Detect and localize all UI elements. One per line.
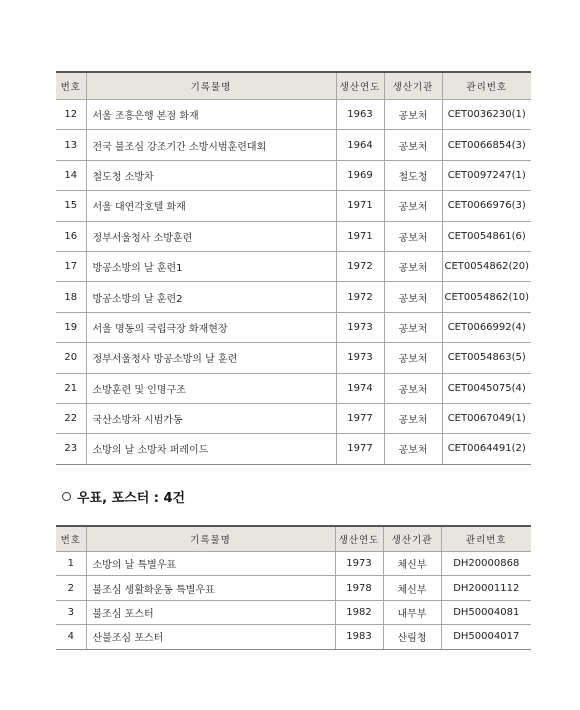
table-row: [56, 600, 531, 624]
cell-record-title: 전국 불조심 강조기간 소방시범훈련대회: [86, 130, 336, 160]
cell-agency: 체신부: [383, 552, 441, 576]
cell-record-title: 소방훈련 및 인명구조: [86, 373, 336, 403]
cell-number: 4: [56, 625, 86, 649]
header-production-year: 생산연도: [335, 526, 383, 552]
cell-number: 1: [56, 552, 86, 576]
cell-year: 1963: [336, 100, 384, 130]
header-number: 번호: [56, 526, 86, 552]
cell-management-number: CET0066854(3): [442, 130, 531, 160]
cell-number: 16: [56, 221, 86, 251]
table-row: [56, 343, 531, 373]
cell-management-number: CET0066992(4): [442, 312, 531, 342]
cell-record-title: 불조심 포스터: [86, 600, 335, 624]
cell-number: 21: [56, 373, 86, 403]
cell-number: 22: [56, 403, 86, 433]
cell-year: 1974: [336, 373, 384, 403]
table-row: [56, 251, 531, 281]
cell-management-number: CET0097247(1): [442, 160, 531, 190]
table-row: [56, 312, 531, 342]
cell-management-number: CET0066976(3): [442, 191, 531, 221]
cell-agency: 철도청: [384, 160, 442, 190]
cell-year: 1972: [336, 282, 384, 312]
cell-management-number: CET0054861(6): [442, 221, 531, 251]
cell-management-number: DH20000868: [441, 552, 531, 576]
cell-management-number: CET0064491(2): [442, 434, 531, 464]
cell-management-number: CET0054862(10): [442, 282, 531, 312]
cell-agency: 공보처: [384, 343, 442, 373]
cell-agency: 공보처: [384, 403, 442, 433]
cell-management-number: CET0054862(20): [442, 251, 531, 281]
cell-agency: 공보처: [384, 373, 442, 403]
cell-year: 1973: [336, 343, 384, 373]
table-header-row: [56, 526, 531, 552]
cell-year: 1964: [336, 130, 384, 160]
cell-record-title: 철도청 소방차: [86, 160, 336, 190]
header-record-title: 기록물명: [86, 72, 336, 100]
cell-year: 1977: [336, 403, 384, 433]
cell-year: 1983: [335, 625, 383, 649]
cell-number: 3: [56, 600, 86, 624]
circle-icon: [62, 492, 71, 501]
table-row: [56, 221, 531, 251]
header-producing-agency: 생산기관: [384, 72, 442, 100]
cell-agency: 공보처: [384, 312, 442, 342]
cell-number: 17: [56, 251, 86, 281]
cell-agency: 공보처: [384, 221, 442, 251]
cell-record-title: 소방의 날 특별우표: [86, 552, 335, 576]
cell-number: 2: [56, 576, 86, 600]
cell-year: 1971: [336, 191, 384, 221]
cell-number: 20: [56, 343, 86, 373]
cell-year: 1973: [335, 552, 383, 576]
cell-agency: 공보처: [384, 191, 442, 221]
cell-record-title: 국산소방차 시범가동: [86, 403, 336, 433]
cell-agency: 내무부: [383, 600, 441, 624]
cell-record-title: 산불조심 포스터: [86, 625, 335, 649]
cell-year: 1982: [335, 600, 383, 624]
cell-agency: 체신부: [383, 576, 441, 600]
section-heading-text: 우표, 포스터 : 4건: [77, 491, 186, 506]
cell-management-number: CET0067049(1): [442, 403, 531, 433]
cell-number: 23: [56, 434, 86, 464]
cell-agency: 공보처: [384, 282, 442, 312]
header-management-number: 관리번호: [442, 72, 531, 100]
table-row: [56, 130, 531, 160]
cell-number: 12: [56, 100, 86, 130]
header-record-title: 기록물명: [86, 526, 335, 552]
table-row: [56, 100, 531, 130]
records-table-firefighting: [56, 71, 531, 465]
cell-record-title: 소방의 날 소방차 퍼레이드: [86, 434, 336, 464]
cell-number: 18: [56, 282, 86, 312]
cell-record-title: 서울 대연각호텔 화재: [86, 191, 336, 221]
table-row: [56, 434, 531, 464]
cell-management-number: DH50004017: [441, 625, 531, 649]
table-row: [56, 552, 531, 576]
cell-record-title: 방공소방의 날 훈련2: [86, 282, 336, 312]
cell-number: 19: [56, 312, 86, 342]
cell-number: 13: [56, 130, 86, 160]
header-producing-agency: 생산기관: [383, 526, 441, 552]
cell-agency: 공보처: [384, 130, 442, 160]
cell-management-number: DH50004081: [441, 600, 531, 624]
table-row: [56, 625, 531, 649]
table-row: [56, 282, 531, 312]
cell-record-title: 불조심 생활화운동 특별우표: [86, 576, 335, 600]
cell-management-number: CET0054863(5): [442, 343, 531, 373]
cell-number: 15: [56, 191, 86, 221]
cell-year: 1978: [335, 576, 383, 600]
header-number: 번호: [56, 72, 86, 100]
cell-agency: 공보처: [384, 100, 442, 130]
cell-year: 1972: [336, 251, 384, 281]
cell-number: 14: [56, 160, 86, 190]
cell-record-title: 방공소방의 날 훈련1: [86, 251, 336, 281]
cell-record-title: 서울 조흥은행 본점 화재: [86, 100, 336, 130]
table-row: [56, 576, 531, 600]
table-header-row: [56, 72, 531, 100]
cell-management-number: CET0036230(1): [442, 100, 531, 130]
cell-management-number: DH20001112: [441, 576, 531, 600]
cell-agency: 산림청: [383, 625, 441, 649]
cell-record-title: 정부서울청사 소방훈련: [86, 221, 336, 251]
cell-agency: 공보처: [384, 434, 442, 464]
table-row: [56, 403, 531, 433]
header-production-year: 생산연도: [336, 72, 384, 100]
cell-year: 1973: [336, 312, 384, 342]
cell-year: 1971: [336, 221, 384, 251]
cell-agency: 공보처: [384, 251, 442, 281]
cell-management-number: CET0045075(4): [442, 373, 531, 403]
table-row: [56, 191, 531, 221]
cell-year: 1977: [336, 434, 384, 464]
section-heading-stamps-posters: [62, 487, 185, 506]
cell-year: 1969: [336, 160, 384, 190]
table-row: [56, 373, 531, 403]
records-table-stamps-posters: [56, 525, 531, 650]
cell-record-title: 서울 명동의 국립극장 화재현장: [86, 312, 336, 342]
table-row: [56, 160, 531, 190]
cell-record-title: 정부서울청사 방공소방의 날 훈련: [86, 343, 336, 373]
header-management-number: 관리번호: [441, 526, 531, 552]
